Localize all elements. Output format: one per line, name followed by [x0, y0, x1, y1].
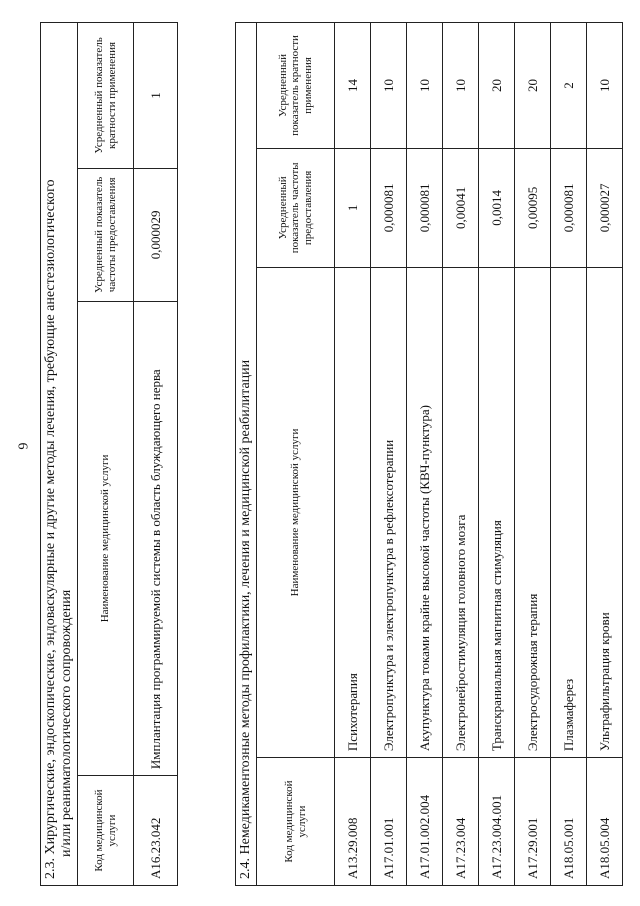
- rotated-content: [40, 22, 612, 886]
- cell-name: Психотерапия: [335, 267, 371, 757]
- table-row: [479, 23, 515, 886]
- cell-name: Ультрафильтрация крови: [587, 267, 623, 757]
- table-row: [515, 23, 551, 886]
- cell-frequency: 1: [335, 148, 371, 267]
- cell-frequency: 0,000081: [371, 148, 407, 267]
- cell-code: A17.23.004: [443, 758, 479, 886]
- cell-code: A18.05.001: [551, 758, 587, 886]
- cell-frequency: 0,000081: [551, 148, 587, 267]
- header-multiplicity: Усредненный показатель кратности применения: [257, 23, 335, 149]
- header-frequency: Усредненный показатель частоты предоставления: [78, 168, 134, 301]
- cell-code: A17.01.002.004: [407, 758, 443, 886]
- cell-code: A17.01.001: [371, 758, 407, 886]
- table-title-row: [41, 23, 78, 886]
- table-row: [443, 23, 479, 886]
- table-title-line2: и/или реаниматологического сопровождения: [59, 589, 75, 857]
- table-row: [134, 23, 178, 886]
- cell-frequency: 0,000029: [134, 168, 178, 301]
- table-title-line1: 2.3. Хирургические, эндоскопические, эндоваскулярные и другие методы лечения, требующие анестезиологического: [43, 179, 58, 879]
- table-title: [41, 23, 78, 886]
- header-frequency: Усредненный показатель частоты предоставления: [257, 148, 335, 267]
- table-non-drug-methods: [235, 22, 623, 886]
- cell-name: Транскраниальная магнитная стимуляция: [479, 267, 515, 757]
- page-number: 6: [14, 442, 30, 450]
- cell-name: Плазмаферез: [551, 267, 587, 757]
- cell-code: A17.29.001: [515, 758, 551, 886]
- cell-multiplicity: 10: [443, 23, 479, 149]
- cell-multiplicity: 10: [587, 23, 623, 149]
- cell-multiplicity: 10: [371, 23, 407, 149]
- table-row: [335, 23, 371, 886]
- cell-frequency: 0,0014: [479, 148, 515, 267]
- header-code: Код медицинской услуги: [257, 758, 335, 886]
- header-name: Наименование медицинской услуги: [78, 301, 134, 775]
- cell-multiplicity: 1: [134, 23, 178, 169]
- cell-code: A17.23.004.001: [479, 758, 515, 886]
- cell-name: Акупунктура токами крайне высокой частоты (КВЧ-пунктура): [407, 267, 443, 757]
- header-name: Наименование медицинской услуги: [257, 267, 335, 757]
- cell-multiplicity: 14: [335, 23, 371, 149]
- cell-multiplicity: 2: [551, 23, 587, 149]
- cell-multiplicity: 20: [479, 23, 515, 149]
- cell-name: Электронейростимуляция головного мозга: [443, 267, 479, 757]
- cell-frequency: 0,00041: [443, 148, 479, 267]
- table-title: 2.4. Немедикаментозные методы профилактики, лечения и медицинской реабилитации: [236, 23, 257, 886]
- table-header-row: [257, 23, 335, 886]
- cell-code: A13.29.008: [335, 758, 371, 886]
- cell-frequency: 0,00095: [515, 148, 551, 267]
- cell-code: A16.23.042: [134, 776, 178, 886]
- table-row: [407, 23, 443, 886]
- cell-multiplicity: 10: [407, 23, 443, 149]
- table-row: [551, 23, 587, 886]
- table-surgical-methods: [40, 22, 178, 886]
- cell-name: Электросудорожная терапия: [515, 267, 551, 757]
- cell-code: A18.05.004: [587, 758, 623, 886]
- cell-multiplicity: 20: [515, 23, 551, 149]
- cell-frequency: 0,000027: [587, 148, 623, 267]
- header-multiplicity: Усредненный показатель кратности применения: [78, 23, 134, 169]
- cell-frequency: 0,000081: [407, 148, 443, 267]
- table-row: [587, 23, 623, 886]
- header-code: Код медицинской услуги: [78, 776, 134, 886]
- cell-name: Электропунктура и электропунктура в рефлексотерапии: [371, 267, 407, 757]
- table-header-row: [78, 23, 134, 886]
- table-row: [371, 23, 407, 886]
- table-title-row: [236, 23, 257, 886]
- cell-name: Имплантация программируемой системы в область блуждающего нерва: [134, 301, 178, 775]
